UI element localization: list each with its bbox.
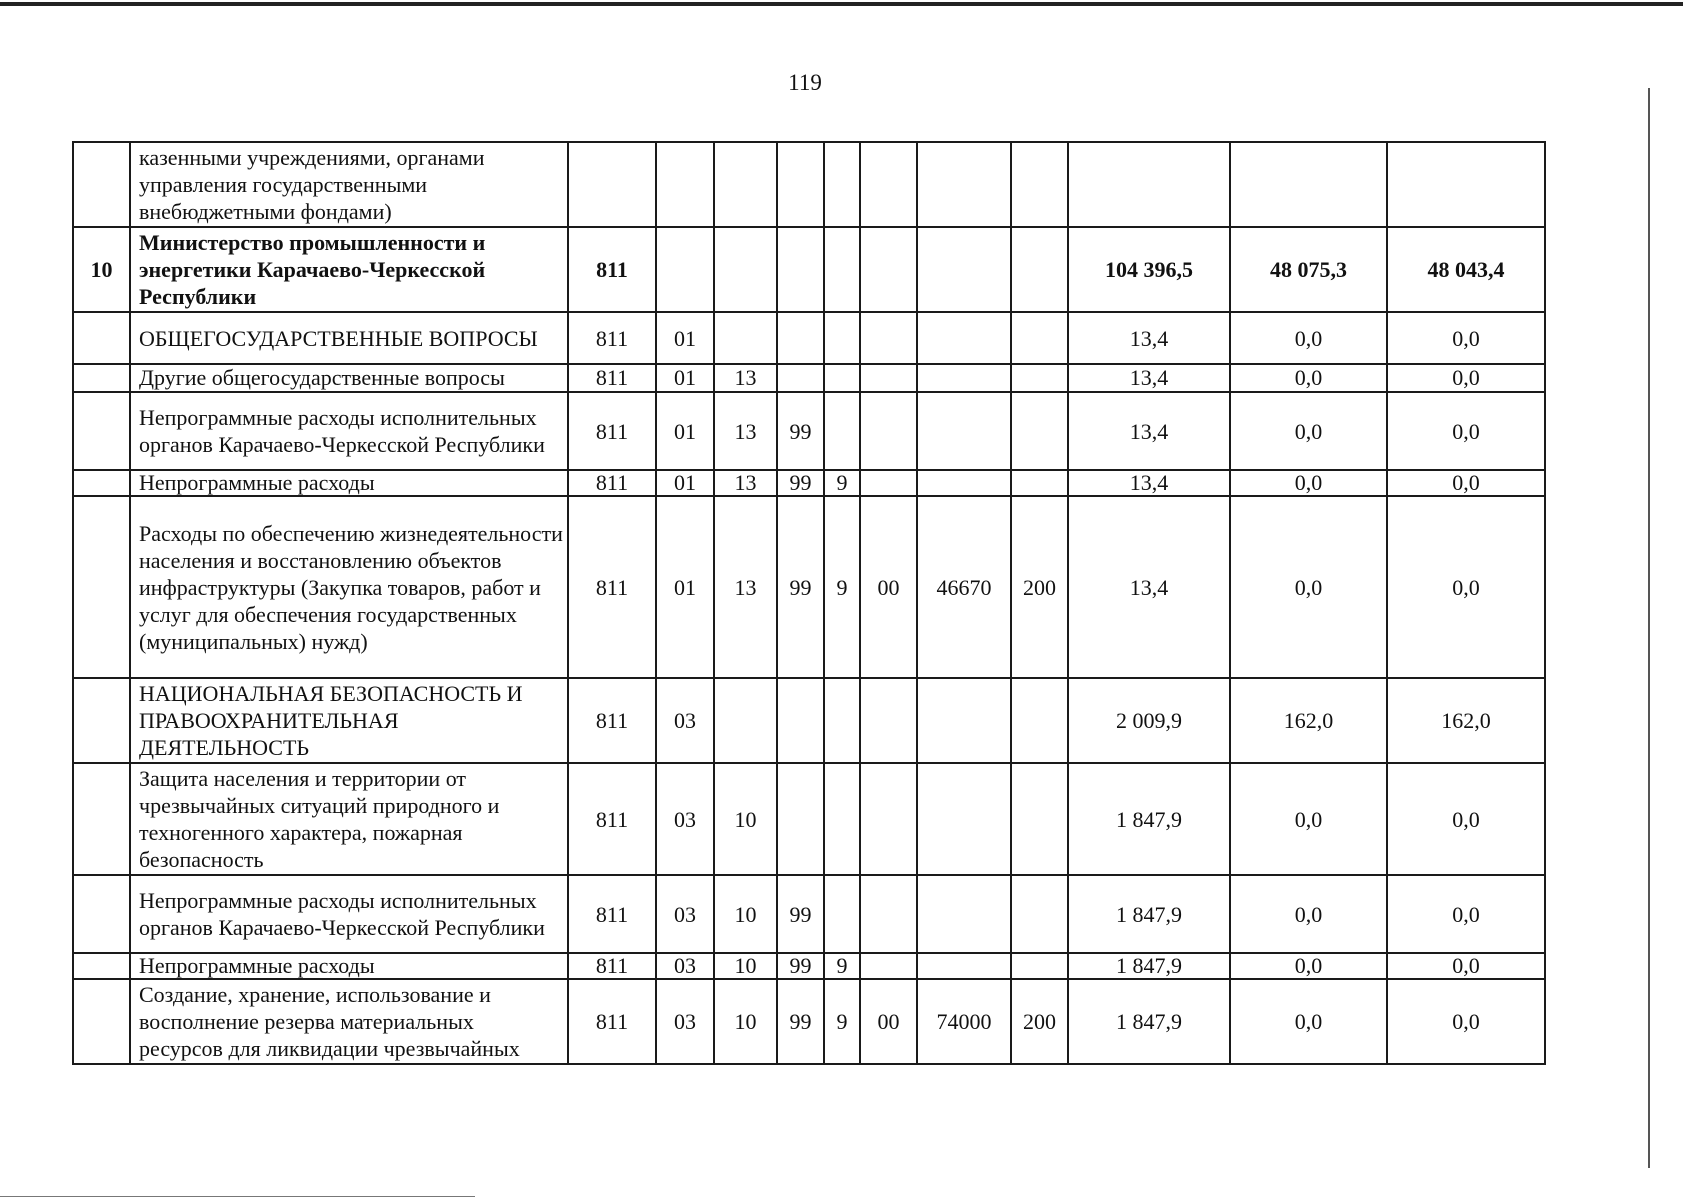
amount-year-1-cell: 13,4	[1068, 312, 1230, 364]
amount-year-2-cell: 0,0	[1230, 496, 1387, 678]
expense-code-cell	[917, 953, 1011, 979]
program-code-cell: 99	[777, 875, 824, 953]
table-row	[73, 875, 1545, 953]
direction-code-cell	[860, 392, 917, 470]
program-code-cell	[777, 364, 824, 392]
row-number-cell	[73, 392, 130, 470]
subsection-code-cell: 10	[714, 953, 777, 979]
table-row	[73, 470, 1545, 496]
expense-type-cell	[1011, 470, 1068, 496]
amount-year-3-cell: 162,0	[1387, 678, 1545, 763]
ministry-code-cell	[568, 142, 656, 227]
amount-year-2-cell: 162,0	[1230, 678, 1387, 763]
subsection-code-cell	[714, 142, 777, 227]
ministry-code-cell: 811	[568, 364, 656, 392]
subsection-code-cell	[714, 678, 777, 763]
row-name-cell: Непрограммные расходы	[130, 953, 568, 979]
amount-year-1-cell: 13,4	[1068, 392, 1230, 470]
program-code-cell	[777, 312, 824, 364]
direction-code-cell	[860, 470, 917, 496]
amount-year-1-cell: 1 847,9	[1068, 763, 1230, 875]
bottom-margin-line	[0, 1196, 475, 1197]
expense-type-cell: 200	[1011, 979, 1068, 1064]
program-code-cell: 99	[777, 496, 824, 678]
ministry-code-cell: 811	[568, 763, 656, 875]
expense-type-cell	[1011, 953, 1068, 979]
subsection-code-cell: 13	[714, 496, 777, 678]
row-number-cell	[73, 763, 130, 875]
ministry-code-cell: 811	[568, 496, 656, 678]
amount-year-2-cell	[1230, 142, 1387, 227]
section-code-cell: 03	[656, 979, 714, 1064]
ministry-code-cell: 811	[568, 953, 656, 979]
section-code-cell	[656, 142, 714, 227]
top-border-line	[0, 2, 1683, 6]
subprogram-code-cell: 9	[824, 953, 860, 979]
table-row	[73, 142, 1545, 227]
amount-year-3-cell: 0,0	[1387, 364, 1545, 392]
amount-year-2-cell: 0,0	[1230, 470, 1387, 496]
row-number-cell	[73, 364, 130, 392]
amount-year-1-cell: 1 847,9	[1068, 953, 1230, 979]
subprogram-code-cell: 9	[824, 496, 860, 678]
row-number-cell	[73, 979, 130, 1064]
amount-year-1-cell: 13,4	[1068, 470, 1230, 496]
row-number-cell	[73, 312, 130, 364]
expense-type-cell	[1011, 392, 1068, 470]
ministry-code-cell: 811	[568, 875, 656, 953]
table-row	[73, 312, 1545, 364]
amount-year-3-cell: 0,0	[1387, 875, 1545, 953]
expense-type-cell: 200	[1011, 496, 1068, 678]
row-name-cell: НАЦИОНАЛЬНАЯ БЕЗОПАСНОСТЬ И ПРАВООХРАНИТЕЛЬНАЯ ДЕЯТЕЛЬНОСТЬ	[130, 678, 568, 763]
ministry-code-cell: 811	[568, 979, 656, 1064]
table-row	[73, 496, 1545, 678]
amount-year-1-cell	[1068, 142, 1230, 227]
row-name-cell: Министерство промышленности и энергетики Карачаево-Черкесской Республики	[130, 227, 568, 312]
direction-code-cell	[860, 227, 917, 312]
row-number-cell: 10	[73, 227, 130, 312]
table-row	[73, 227, 1545, 312]
row-name-cell: казенными учреждениями, органами управления государственными внебюджетными фондами)	[130, 142, 568, 227]
section-code-cell: 01	[656, 496, 714, 678]
subsection-code-cell: 10	[714, 979, 777, 1064]
program-code-cell: 99	[777, 979, 824, 1064]
subsection-code-cell: 13	[714, 364, 777, 392]
amount-year-1-cell: 13,4	[1068, 496, 1230, 678]
table-row	[73, 392, 1545, 470]
expense-type-cell	[1011, 142, 1068, 227]
amount-year-1-cell: 13,4	[1068, 364, 1230, 392]
amount-year-1-cell: 1 847,9	[1068, 979, 1230, 1064]
expense-type-cell	[1011, 763, 1068, 875]
amount-year-2-cell: 0,0	[1230, 875, 1387, 953]
section-code-cell: 01	[656, 312, 714, 364]
ministry-code-cell: 811	[568, 312, 656, 364]
program-code-cell: 99	[777, 953, 824, 979]
program-code-cell	[777, 678, 824, 763]
expense-code-cell	[917, 142, 1011, 227]
subsection-code-cell	[714, 227, 777, 312]
expense-code-cell	[917, 312, 1011, 364]
expense-type-cell	[1011, 875, 1068, 953]
subsection-code-cell: 13	[714, 470, 777, 496]
ministry-code-cell: 811	[568, 227, 656, 312]
program-code-cell	[777, 142, 824, 227]
row-name-cell: Непрограммные расходы	[130, 470, 568, 496]
amount-year-3-cell: 0,0	[1387, 312, 1545, 364]
table-row	[73, 953, 1545, 979]
direction-code-cell	[860, 142, 917, 227]
row-number-cell	[73, 875, 130, 953]
subsection-code-cell	[714, 312, 777, 364]
amount-year-2-cell: 0,0	[1230, 953, 1387, 979]
subprogram-code-cell	[824, 763, 860, 875]
ministry-code-cell: 811	[568, 678, 656, 763]
subprogram-code-cell	[824, 364, 860, 392]
program-code-cell: 99	[777, 392, 824, 470]
amount-year-1-cell: 104 396,5	[1068, 227, 1230, 312]
program-code-cell	[777, 227, 824, 312]
expense-type-cell	[1011, 312, 1068, 364]
right-margin-line	[1648, 88, 1650, 1168]
amount-year-2-cell: 0,0	[1230, 763, 1387, 875]
subprogram-code-cell	[824, 227, 860, 312]
expense-code-cell: 74000	[917, 979, 1011, 1064]
row-number-cell	[73, 470, 130, 496]
row-name-cell: Защита населения и территории от чрезвычайных ситуаций природного и техногенного характера, пожарная безопасность	[130, 763, 568, 875]
row-name-cell: Расходы по обеспечению жизнедеятельности населения и восстановлению объектов инфраструктуры (Закупка товаров, работ и услуг для обеспечения государственных (муниципальных) нужд)	[130, 496, 568, 678]
expense-code-cell	[917, 364, 1011, 392]
row-name-cell: Создание, хранение, использование и восполнение резерва материальных ресурсов для ликвидации чрезвычайных	[130, 979, 568, 1064]
row-number-cell	[73, 953, 130, 979]
direction-code-cell	[860, 875, 917, 953]
row-number-cell	[73, 678, 130, 763]
direction-code-cell	[860, 312, 917, 364]
section-code-cell: 03	[656, 678, 714, 763]
expense-type-cell	[1011, 227, 1068, 312]
section-code-cell: 03	[656, 875, 714, 953]
amount-year-2-cell: 0,0	[1230, 979, 1387, 1064]
row-number-cell	[73, 142, 130, 227]
program-code-cell	[777, 763, 824, 875]
program-code-cell: 99	[777, 470, 824, 496]
expense-type-cell	[1011, 678, 1068, 763]
row-name-cell: Непрограммные расходы исполнительных органов Карачаево-Черкесской Республики	[130, 875, 568, 953]
row-name-cell: ОБЩЕГОСУДАРСТВЕННЫЕ ВОПРОСЫ	[130, 312, 568, 364]
amount-year-3-cell: 0,0	[1387, 496, 1545, 678]
expense-type-cell	[1011, 364, 1068, 392]
row-name-cell: Другие общегосударственные вопросы	[130, 364, 568, 392]
amount-year-3-cell: 0,0	[1387, 953, 1545, 979]
amount-year-3-cell: 0,0	[1387, 979, 1545, 1064]
subsection-code-cell: 10	[714, 763, 777, 875]
budget-table	[72, 141, 1546, 1065]
amount-year-1-cell: 2 009,9	[1068, 678, 1230, 763]
row-number-cell	[73, 496, 130, 678]
expense-code-cell	[917, 227, 1011, 312]
section-code-cell	[656, 227, 714, 312]
subprogram-code-cell	[824, 392, 860, 470]
amount-year-2-cell: 0,0	[1230, 364, 1387, 392]
ministry-code-cell: 811	[568, 470, 656, 496]
subsection-code-cell: 10	[714, 875, 777, 953]
table-row	[73, 979, 1545, 1064]
expense-code-cell: 46670	[917, 496, 1011, 678]
direction-code-cell	[860, 763, 917, 875]
expense-code-cell	[917, 470, 1011, 496]
direction-code-cell	[860, 953, 917, 979]
direction-code-cell: 00	[860, 496, 917, 678]
subprogram-code-cell	[824, 142, 860, 227]
row-name-cell: Непрограммные расходы исполнительных органов Карачаево-Черкесской Республики	[130, 392, 568, 470]
section-code-cell: 01	[656, 392, 714, 470]
amount-year-3-cell	[1387, 142, 1545, 227]
subprogram-code-cell	[824, 678, 860, 763]
direction-code-cell	[860, 678, 917, 763]
table-row	[73, 364, 1545, 392]
section-code-cell: 03	[656, 763, 714, 875]
direction-code-cell: 00	[860, 979, 917, 1064]
expense-code-cell	[917, 678, 1011, 763]
amount-year-3-cell: 48 043,4	[1387, 227, 1545, 312]
ministry-code-cell: 811	[568, 392, 656, 470]
amount-year-2-cell: 48 075,3	[1230, 227, 1387, 312]
amount-year-3-cell: 0,0	[1387, 392, 1545, 470]
amount-year-3-cell: 0,0	[1387, 763, 1545, 875]
subprogram-code-cell	[824, 312, 860, 364]
table-row	[73, 678, 1545, 763]
subprogram-code-cell: 9	[824, 470, 860, 496]
amount-year-3-cell: 0,0	[1387, 470, 1545, 496]
budget-table-body	[73, 142, 1545, 1064]
amount-year-2-cell: 0,0	[1230, 312, 1387, 364]
amount-year-2-cell: 0,0	[1230, 392, 1387, 470]
expense-code-cell	[917, 392, 1011, 470]
expense-code-cell	[917, 763, 1011, 875]
section-code-cell: 01	[656, 470, 714, 496]
subprogram-code-cell	[824, 875, 860, 953]
page-number: 119	[788, 70, 822, 95]
direction-code-cell	[860, 364, 917, 392]
subprogram-code-cell: 9	[824, 979, 860, 1064]
expense-code-cell	[917, 875, 1011, 953]
table-row	[73, 763, 1545, 875]
section-code-cell: 03	[656, 953, 714, 979]
section-code-cell: 01	[656, 364, 714, 392]
amount-year-1-cell: 1 847,9	[1068, 875, 1230, 953]
subsection-code-cell: 13	[714, 392, 777, 470]
